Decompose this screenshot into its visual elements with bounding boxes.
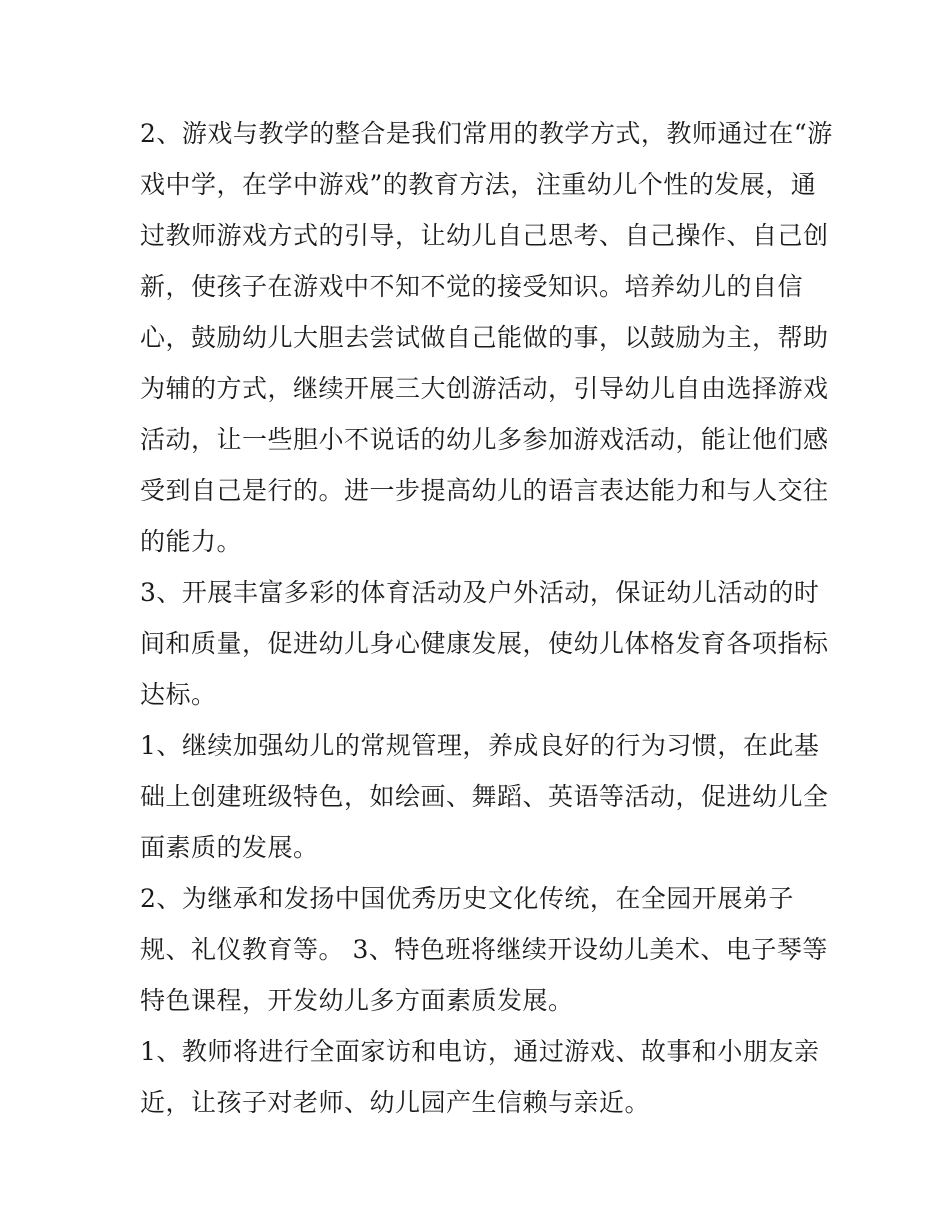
text-line: 3、开展丰富多彩的体育活动及户外活动，保证幼儿活动的时 (140, 578, 820, 607)
text-line: 达标。 (140, 680, 217, 709)
text-line: 特色课程，开发幼儿多方面素质发展。 (140, 986, 574, 1015)
text-line: 的能力。 (140, 527, 243, 556)
text-line: 1、继续加强幼儿的常规管理，养成良好的行为习惯，在此基 (140, 731, 820, 760)
text-line: 2、为继承和发扬中国优秀历史文化传统，在全园开展弟子 (140, 884, 794, 913)
text-line: 面素质的发展。 (140, 833, 319, 862)
text-line: 规、礼仪教育等。 3、特色班将继续开设幼儿美术、电子琴等 (140, 935, 828, 964)
text-line: 2、游戏与教学的整合是我们常用的教学方式，教师通过在“游 (140, 119, 833, 148)
text-line: 为辅的方式，继续开展三大创游活动，引导幼儿自由选择游戏 (140, 374, 829, 403)
text-line: 1、教师将进行全面家访和电访，通过游戏、故事和小朋友亲 (140, 1037, 820, 1066)
text-line: 受到自己是行的。进一步提高幼儿的语言表达能力和与人交往 (140, 476, 829, 505)
text-line: 新，使孩子在游戏中不知不觉的接受知识。培养幼儿的自信 (140, 272, 804, 301)
text-line: 活动，让一些胆小不说话的幼儿多参加游戏活动，能让他们感 (140, 425, 829, 454)
text-line: 戏中学，在学中游戏”的教育方法，注重幼儿个性的发展，通 (140, 170, 817, 199)
text-line: 心，鼓励幼儿大胆去尝试做自己能做的事，以鼓励为主，帮助 (140, 323, 829, 352)
text-line: 过教师游戏方式的引导，让幼儿自己思考、自己操作、自己创 (140, 221, 829, 250)
text-line: 近，让孩子对老师、幼儿园产生信赖与亲近。 (140, 1088, 651, 1117)
document-body (140, 108, 833, 1128)
text-line: 础上创建班级特色，如绘画、舞蹈、英语等活动，促进幼儿全 (140, 782, 829, 811)
text-line: 间和质量，促进幼儿身心健康发展，使幼儿体格发育各项指标 (140, 629, 829, 658)
